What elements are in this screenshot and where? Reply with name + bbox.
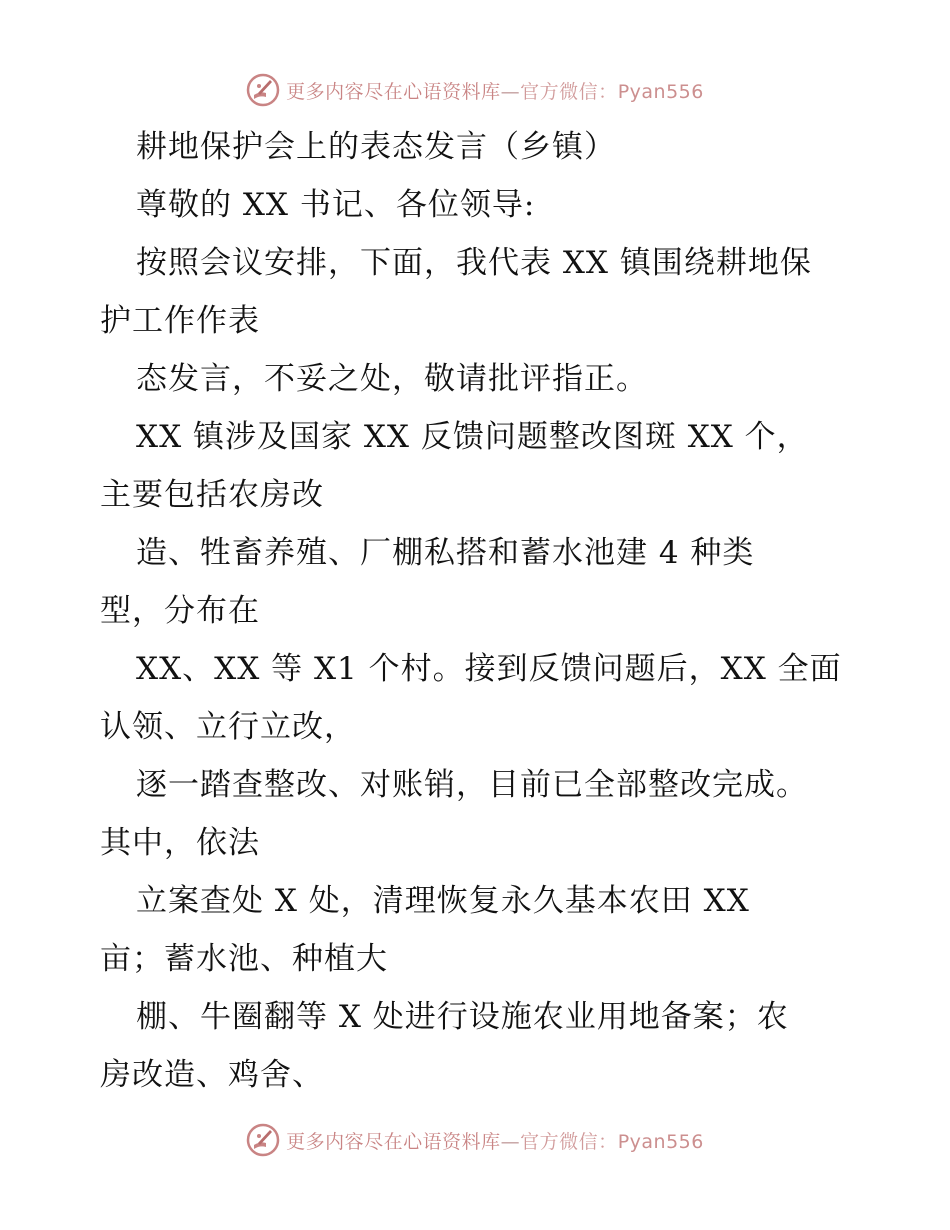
book-feather-logo-icon [246,73,280,107]
body-text-line: 房改造、鸡舍、 [100,1057,324,1093]
body-text-line: 棚、牛圈翻等 X 处进行设施农业用地备案；农 [136,999,789,1035]
body-text-line: 造、牲畜养殖、厂棚私搭和蓄水池建 4 种类 [136,535,755,571]
watermark-suffix: 官方微信： [520,80,618,103]
body-text-line: 主要包括农房改 [100,477,324,513]
body-text-line: 立案查处 X 处，清理恢复永久基本农田 XX [136,883,750,919]
watermark-suffix: 官方微信： [520,1130,618,1153]
body-text-line: 逐一踏查整改、对账销，目前已全部整改完成。 [136,767,808,803]
body-text-line: 护工作作表 [100,303,260,339]
body-text-line: XX 镇涉及国家 XX 反馈问题整改图斑 XX 个， [136,419,809,455]
body-text-line: 尊敬的 XX 书记、各位领导: [136,187,536,223]
watermark-text [286,1127,704,1154]
watermark-id: Pyan556 [617,1130,704,1153]
watermark-dash: — [500,80,521,103]
body-text-line: 型，分布在 [100,593,260,629]
watermark-banner-top [0,70,950,110]
watermark-id: Pyan556 [617,80,704,103]
body-text-line: 亩；蓄水池、种植大 [100,941,388,977]
book-feather-logo-icon [246,1123,280,1157]
document-title: 耕地保护会上的表态发言（乡镇） [136,129,616,165]
watermark-prefix: 更多内容尽在心语资料库 [286,80,501,103]
watermark-dash: — [500,1130,521,1153]
body-text-line: XX、XX 等 X1 个村。接到反馈问题后，XX 全面 [136,651,842,687]
watermark-prefix: 更多内容尽在心语资料库 [286,1130,501,1153]
body-text-line: 按照会议安排，下面，我代表 XX 镇围绕耕地保 [136,245,812,281]
document-body [100,118,860,1104]
watermark-banner-bottom [0,1120,950,1160]
body-text-line: 态发言，不妥之处，敬请批评指正。 [136,361,648,397]
body-text-line: 其中，依法 [100,825,260,861]
watermark-text [286,77,704,104]
body-text-line: 认领、立行立改， [100,709,356,745]
